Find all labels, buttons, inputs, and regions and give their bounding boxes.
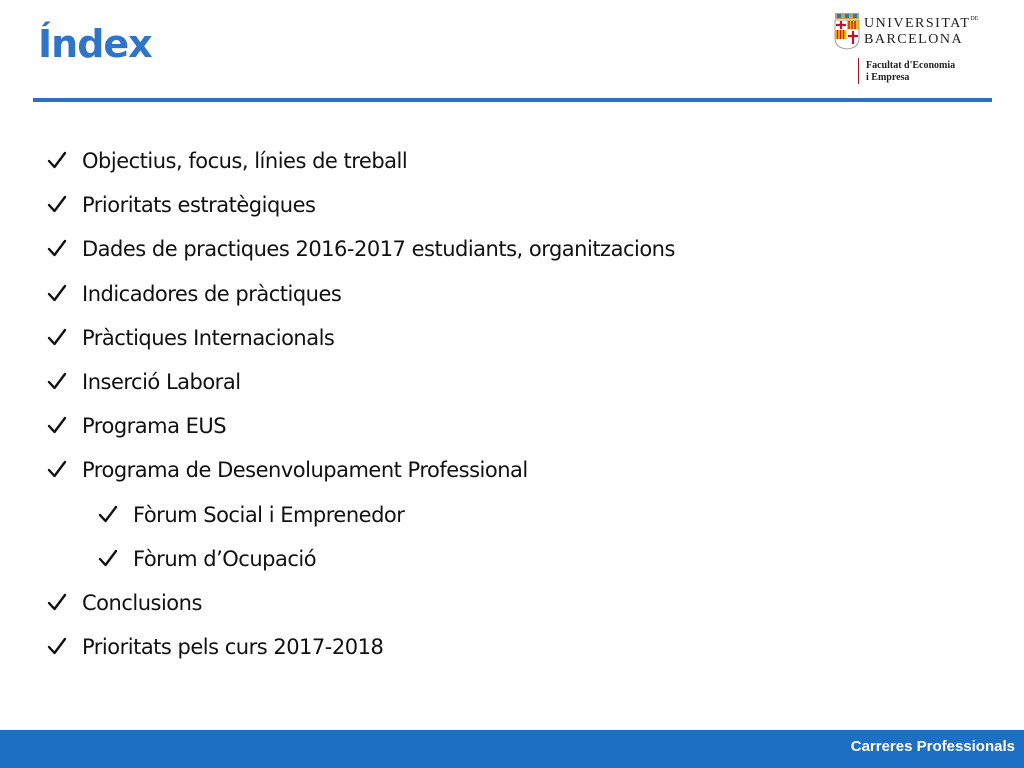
- logo-faculty-divider: [858, 58, 859, 84]
- list-item: [46, 146, 407, 176]
- logo-de-text: DE: [970, 16, 979, 22]
- list-item-label: Objectius, focus, línies de treball: [82, 149, 408, 173]
- checkmark-icon: [46, 414, 68, 436]
- checkmark-icon: [46, 458, 68, 480]
- logo-faculty-line-1: Facultat d'Economia: [866, 60, 956, 71]
- list-item: [46, 411, 226, 441]
- list-item: [97, 544, 316, 574]
- list-item-label: Fòrum Social i Emprenedor: [133, 503, 405, 527]
- footer-label: Carreres Professionals: [850, 738, 1015, 755]
- logo-faculty: [866, 60, 955, 84]
- list-item-label: Conclusions: [82, 591, 202, 615]
- list-item: [46, 234, 675, 264]
- list-item: [46, 190, 315, 220]
- checkmark-icon: [46, 149, 68, 171]
- list-item-label: Pràctiques Internacionals: [82, 326, 335, 350]
- checkmark-icon: [97, 547, 119, 569]
- checkmark-icon: [46, 591, 68, 613]
- list-item: [46, 279, 341, 309]
- list-item-label: Programa EUS: [82, 414, 227, 438]
- logo-faculty-line-2: i Empresa: [866, 72, 910, 83]
- logo-universitat-text: UNIVERSITAT: [864, 16, 971, 31]
- checkmark-icon: [46, 193, 68, 215]
- list-item: [97, 500, 404, 530]
- page-title: Índex: [38, 22, 152, 66]
- list-item-label: Inserció Laboral: [82, 370, 241, 394]
- list-item: [46, 323, 334, 353]
- logo-line-1: [864, 16, 978, 32]
- list-item: [46, 455, 528, 485]
- list-item-label: Dades de practiques 2016-2017 estudiants, organitzacions: [82, 237, 675, 261]
- list-item-label: Prioritats pels curs 2017-2018: [82, 635, 384, 659]
- university-logo: [834, 12, 984, 92]
- list-item-label: Programa de Desenvolupament Professional: [82, 458, 528, 482]
- list-item: [46, 632, 383, 662]
- list-item-label: Prioritats estratègiques: [82, 193, 316, 217]
- list-item: [46, 367, 241, 397]
- list-item: [46, 588, 202, 618]
- checkmark-icon: [46, 370, 68, 392]
- list-item-label: Indicadores de pràctiques: [82, 282, 342, 306]
- checkmark-icon: [46, 282, 68, 304]
- checkmark-icon: [46, 237, 68, 259]
- footer-bar: [0, 730, 1024, 768]
- checkmark-icon: [46, 326, 68, 348]
- list-item-label: Fòrum d’Ocupació: [133, 547, 317, 571]
- university-shield-icon: [834, 12, 860, 50]
- title-divider: [33, 98, 992, 102]
- logo-line-2: BARCELONA: [864, 32, 964, 47]
- checkmark-icon: [97, 503, 119, 525]
- checkmark-icon: [46, 635, 68, 657]
